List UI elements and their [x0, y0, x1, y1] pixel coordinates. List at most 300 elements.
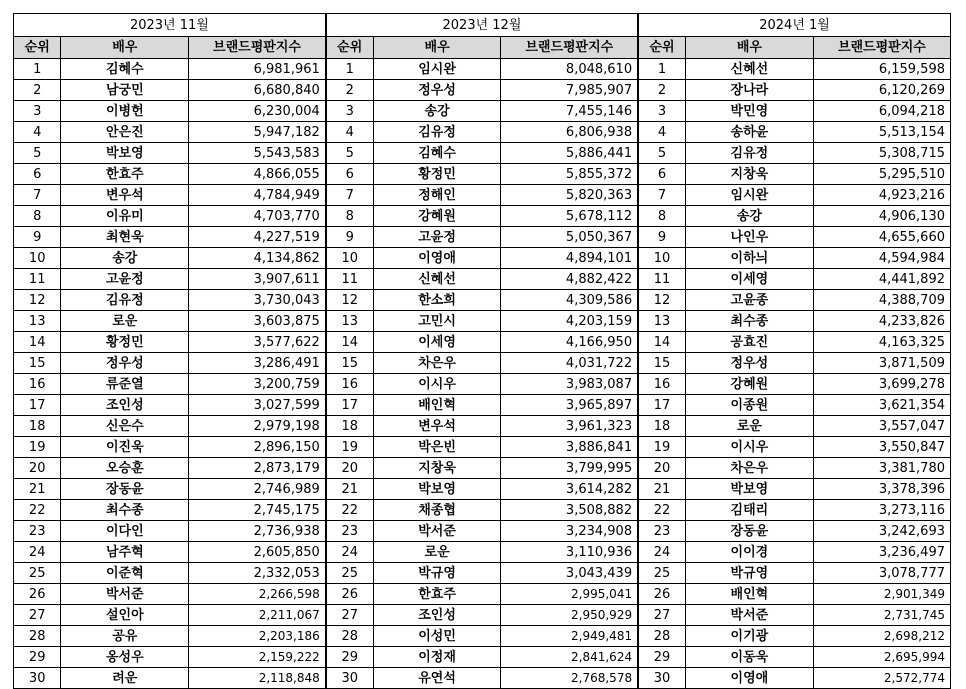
table-row [14, 332, 951, 353]
score-cell: 2,605,850 [189, 542, 326, 563]
rank-cell: 21 [326, 479, 373, 500]
month-label-jan-2024: 2024년 1월 [638, 14, 950, 37]
score-cell: 5,050,367 [501, 227, 638, 248]
rank-cell: 29 [638, 647, 685, 668]
actor-name-cell: 최현욱 [61, 227, 189, 248]
table-row [14, 668, 951, 689]
table-row [14, 143, 951, 164]
table-row [14, 269, 951, 290]
rank-cell: 4 [326, 122, 373, 143]
rank-cell: 11 [14, 269, 61, 290]
actor-name-cell: 한효주 [61, 164, 189, 185]
rank-cell: 1 [638, 59, 685, 80]
score-cell: 2,695,994 [813, 647, 950, 668]
table-row [14, 647, 951, 668]
rank-cell: 15 [638, 353, 685, 374]
score-cell: 3,200,759 [189, 374, 326, 395]
actor-name-cell: 박규영 [373, 563, 501, 584]
actor-name-cell: 송강 [373, 101, 501, 122]
score-cell: 3,577,622 [189, 332, 326, 353]
score-cell: 5,295,510 [813, 164, 950, 185]
rank-cell: 5 [638, 143, 685, 164]
actor-name-cell: 신혜선 [373, 269, 501, 290]
actor-name-cell: 임시완 [686, 185, 814, 206]
score-cell: 4,882,422 [501, 269, 638, 290]
actor-name-cell: 채종협 [373, 500, 501, 521]
actor-name-cell: 차은우 [373, 353, 501, 374]
actor-name-cell: 정우성 [373, 80, 501, 101]
score-cell: 3,078,777 [813, 563, 950, 584]
score-cell: 2,159,222 [189, 647, 326, 668]
actor-name-cell: 고민시 [373, 311, 501, 332]
actor-name-cell: 이시우 [686, 437, 814, 458]
actor-name-cell: 이영애 [373, 248, 501, 269]
actor-name-cell: 김혜수 [61, 59, 189, 80]
actor-header: 배우 [686, 37, 814, 59]
actor-name-cell: 김유정 [686, 143, 814, 164]
actor-name-cell: 로운 [61, 311, 189, 332]
score-cell: 2,746,989 [189, 479, 326, 500]
rank-cell: 4 [14, 122, 61, 143]
score-cell: 3,907,611 [189, 269, 326, 290]
rank-cell: 27 [326, 605, 373, 626]
rank-cell: 28 [14, 626, 61, 647]
rank-cell: 26 [326, 584, 373, 605]
rank-cell: 18 [14, 416, 61, 437]
score-cell: 4,894,101 [501, 248, 638, 269]
rank-cell: 19 [14, 437, 61, 458]
actor-name-cell: 박보영 [373, 479, 501, 500]
rank-cell: 19 [638, 437, 685, 458]
rank-cell: 23 [326, 521, 373, 542]
table-row [14, 206, 951, 227]
actor-name-cell: 이진욱 [61, 437, 189, 458]
actor-name-cell: 이세영 [373, 332, 501, 353]
score-cell: 4,703,770 [189, 206, 326, 227]
rank-cell: 13 [638, 311, 685, 332]
rank-cell: 4 [638, 122, 685, 143]
rank-cell: 6 [638, 164, 685, 185]
score-header: 브랜드평판지수 [813, 37, 950, 59]
table-row [14, 605, 951, 626]
actor-name-cell: 공유 [61, 626, 189, 647]
actor-name-cell: 남주혁 [61, 542, 189, 563]
score-cell: 3,699,278 [813, 374, 950, 395]
rank-cell: 2 [14, 80, 61, 101]
score-cell: 4,031,722 [501, 353, 638, 374]
score-cell: 6,094,218 [813, 101, 950, 122]
rank-cell: 16 [326, 374, 373, 395]
table-row [14, 311, 951, 332]
table-row [14, 563, 951, 584]
actor-name-cell: 유연석 [373, 668, 501, 689]
actor-name-cell: 정우성 [686, 353, 814, 374]
score-cell: 2,698,212 [813, 626, 950, 647]
score-cell: 3,110,936 [501, 542, 638, 563]
table-body [14, 59, 951, 689]
score-cell: 2,736,938 [189, 521, 326, 542]
rank-cell: 10 [638, 248, 685, 269]
score-cell: 2,950,929 [501, 605, 638, 626]
score-cell: 3,603,875 [189, 311, 326, 332]
actor-name-cell: 이세영 [686, 269, 814, 290]
score-cell: 8,048,610 [501, 59, 638, 80]
score-cell: 4,309,586 [501, 290, 638, 311]
score-cell: 5,947,182 [189, 122, 326, 143]
table-row [14, 290, 951, 311]
score-cell: 6,806,938 [501, 122, 638, 143]
actor-name-cell: 려운 [61, 668, 189, 689]
rank-cell: 8 [638, 206, 685, 227]
rank-cell: 30 [14, 668, 61, 689]
actor-name-cell: 박보영 [686, 479, 814, 500]
rank-cell: 12 [326, 290, 373, 311]
rank-cell: 9 [326, 227, 373, 248]
score-cell: 4,203,159 [501, 311, 638, 332]
actor-name-cell: 옹성우 [61, 647, 189, 668]
actor-name-cell: 이병헌 [61, 101, 189, 122]
rank-cell: 11 [326, 269, 373, 290]
rank-cell: 7 [14, 185, 61, 206]
table-row [14, 626, 951, 647]
actor-name-cell: 송강 [61, 248, 189, 269]
actor-name-cell: 로운 [373, 542, 501, 563]
score-cell: 2,896,150 [189, 437, 326, 458]
rank-cell: 24 [638, 542, 685, 563]
score-cell: 3,871,509 [813, 353, 950, 374]
actor-name-cell: 장동윤 [686, 521, 814, 542]
actor-name-cell: 박서준 [61, 584, 189, 605]
rank-cell: 3 [14, 101, 61, 122]
table-row [14, 416, 951, 437]
actor-name-cell: 이다인 [61, 521, 189, 542]
actor-name-cell: 신은수 [61, 416, 189, 437]
rank-cell: 25 [326, 563, 373, 584]
rank-header: 순위 [326, 37, 373, 59]
score-cell: 4,388,709 [813, 290, 950, 311]
table-row [14, 395, 951, 416]
actor-name-cell: 임시완 [373, 59, 501, 80]
rank-cell: 9 [14, 227, 61, 248]
rank-cell: 10 [326, 248, 373, 269]
rank-cell: 2 [638, 80, 685, 101]
score-cell: 5,855,372 [501, 164, 638, 185]
rank-cell: 6 [326, 164, 373, 185]
actor-name-cell: 조인성 [61, 395, 189, 416]
rank-header: 순위 [14, 37, 61, 59]
actor-header: 배우 [373, 37, 501, 59]
actor-name-cell: 류준열 [61, 374, 189, 395]
actor-name-cell: 오승훈 [61, 458, 189, 479]
table-row [14, 164, 951, 185]
actor-name-cell: 남궁민 [61, 80, 189, 101]
score-cell: 3,886,841 [501, 437, 638, 458]
rank-cell: 27 [14, 605, 61, 626]
table-row [14, 374, 951, 395]
rank-cell: 3 [326, 101, 373, 122]
actor-name-cell: 이하늬 [686, 248, 814, 269]
actor-name-cell: 박보영 [61, 143, 189, 164]
score-cell: 5,513,154 [813, 122, 950, 143]
rank-cell: 29 [326, 647, 373, 668]
actor-name-cell: 지창욱 [686, 164, 814, 185]
rank-cell: 30 [638, 668, 685, 689]
actor-name-cell: 이이경 [686, 542, 814, 563]
actor-name-cell: 장동윤 [61, 479, 189, 500]
rank-cell: 22 [638, 500, 685, 521]
actor-name-cell: 김태리 [686, 500, 814, 521]
score-cell: 4,594,984 [813, 248, 950, 269]
rank-cell: 15 [326, 353, 373, 374]
score-cell: 4,906,130 [813, 206, 950, 227]
actor-name-cell: 나인우 [686, 227, 814, 248]
rank-cell: 26 [14, 584, 61, 605]
month-label-nov-2023: 2023년 11월 [14, 14, 326, 37]
table-row [14, 500, 951, 521]
rank-cell: 18 [326, 416, 373, 437]
actor-name-cell: 배인혁 [686, 584, 814, 605]
actor-name-cell: 이영애 [686, 668, 814, 689]
rank-cell: 23 [638, 521, 685, 542]
actor-name-cell: 정우성 [61, 353, 189, 374]
rank-cell: 9 [638, 227, 685, 248]
actor-name-cell: 강혜원 [686, 374, 814, 395]
month-label-dec-2023: 2023년 12월 [326, 14, 638, 37]
actor-name-cell: 고윤종 [686, 290, 814, 311]
score-cell: 2,768,578 [501, 668, 638, 689]
score-cell: 4,163,325 [813, 332, 950, 353]
rank-cell: 29 [14, 647, 61, 668]
score-cell: 2,901,349 [813, 584, 950, 605]
rank-cell: 8 [326, 206, 373, 227]
rank-cell: 7 [326, 185, 373, 206]
score-cell: 3,550,847 [813, 437, 950, 458]
actor-name-cell: 박서준 [686, 605, 814, 626]
score-cell: 2,203,186 [189, 626, 326, 647]
score-cell: 3,621,354 [813, 395, 950, 416]
month-header-row [14, 14, 951, 37]
actor-name-cell: 안은진 [61, 122, 189, 143]
actor-name-cell: 한소희 [373, 290, 501, 311]
score-cell: 2,745,175 [189, 500, 326, 521]
rank-cell: 12 [638, 290, 685, 311]
score-cell: 2,266,598 [189, 584, 326, 605]
rank-cell: 17 [638, 395, 685, 416]
table-row [14, 59, 951, 80]
score-cell: 5,543,583 [189, 143, 326, 164]
score-cell: 7,455,146 [501, 101, 638, 122]
score-cell: 4,655,660 [813, 227, 950, 248]
rank-cell: 27 [638, 605, 685, 626]
rank-cell: 1 [14, 59, 61, 80]
table-row [14, 542, 951, 563]
rank-cell: 23 [14, 521, 61, 542]
score-cell: 2,873,179 [189, 458, 326, 479]
score-header: 브랜드평판지수 [501, 37, 638, 59]
table-row [14, 80, 951, 101]
actor-name-cell: 로운 [686, 416, 814, 437]
actor-name-cell: 이기광 [686, 626, 814, 647]
score-cell: 3,614,282 [501, 479, 638, 500]
score-cell: 2,211,067 [189, 605, 326, 626]
rank-cell: 30 [326, 668, 373, 689]
score-cell: 3,043,439 [501, 563, 638, 584]
score-cell: 3,730,043 [189, 290, 326, 311]
actor-name-cell: 황정민 [61, 332, 189, 353]
actor-name-cell: 신혜선 [686, 59, 814, 80]
actor-name-cell: 이준혁 [61, 563, 189, 584]
score-cell: 2,995,041 [501, 584, 638, 605]
rank-cell: 14 [326, 332, 373, 353]
score-cell: 3,557,047 [813, 416, 950, 437]
actor-name-cell: 변우석 [61, 185, 189, 206]
score-cell: 6,230,004 [189, 101, 326, 122]
score-cell: 2,731,745 [813, 605, 950, 626]
table-row [14, 248, 951, 269]
score-cell: 2,949,481 [501, 626, 638, 647]
rank-cell: 5 [14, 143, 61, 164]
rank-cell: 13 [326, 311, 373, 332]
score-cell: 4,866,055 [189, 164, 326, 185]
score-cell: 3,378,396 [813, 479, 950, 500]
actor-name-cell: 최수종 [61, 500, 189, 521]
score-cell: 3,027,599 [189, 395, 326, 416]
actor-name-cell: 김유정 [61, 290, 189, 311]
actor-name-cell: 황정민 [373, 164, 501, 185]
score-cell: 3,234,908 [501, 521, 638, 542]
rank-cell: 19 [326, 437, 373, 458]
actor-name-cell: 설인아 [61, 605, 189, 626]
actor-name-cell: 공효진 [686, 332, 814, 353]
rank-cell: 24 [14, 542, 61, 563]
rank-cell: 24 [326, 542, 373, 563]
table-row [14, 353, 951, 374]
brand-reputation-table [13, 13, 951, 689]
score-cell: 7,985,907 [501, 80, 638, 101]
actor-name-cell: 박서준 [373, 521, 501, 542]
score-cell: 6,159,598 [813, 59, 950, 80]
actor-name-cell: 이종원 [686, 395, 814, 416]
actor-name-cell: 지창욱 [373, 458, 501, 479]
actor-name-cell: 이시우 [373, 374, 501, 395]
score-cell: 5,820,363 [501, 185, 638, 206]
actor-name-cell: 박민영 [686, 101, 814, 122]
table-row [14, 122, 951, 143]
score-cell: 5,678,112 [501, 206, 638, 227]
score-cell: 4,923,216 [813, 185, 950, 206]
actor-name-cell: 한효주 [373, 584, 501, 605]
rank-cell: 28 [638, 626, 685, 647]
score-cell: 6,120,269 [813, 80, 950, 101]
rank-cell: 5 [326, 143, 373, 164]
actor-name-cell: 조인성 [373, 605, 501, 626]
score-cell: 3,273,116 [813, 500, 950, 521]
rank-cell: 22 [326, 500, 373, 521]
actor-name-cell: 김유정 [373, 122, 501, 143]
score-cell: 5,308,715 [813, 143, 950, 164]
rank-cell: 17 [326, 395, 373, 416]
actor-name-cell: 최수종 [686, 311, 814, 332]
score-cell: 4,227,519 [189, 227, 326, 248]
actor-name-cell: 정해인 [373, 185, 501, 206]
actor-name-cell: 김혜수 [373, 143, 501, 164]
table-row [14, 458, 951, 479]
rank-cell: 17 [14, 395, 61, 416]
score-cell: 2,979,198 [189, 416, 326, 437]
score-cell: 6,680,840 [189, 80, 326, 101]
score-cell: 4,784,949 [189, 185, 326, 206]
score-cell: 3,965,897 [501, 395, 638, 416]
actor-name-cell: 배인혁 [373, 395, 501, 416]
rank-cell: 3 [638, 101, 685, 122]
rank-cell: 25 [14, 563, 61, 584]
score-header: 브랜드평판지수 [189, 37, 326, 59]
score-cell: 3,799,995 [501, 458, 638, 479]
table-row [14, 437, 951, 458]
table-row [14, 584, 951, 605]
table-row [14, 185, 951, 206]
score-cell: 3,983,087 [501, 374, 638, 395]
table-row [14, 521, 951, 542]
table-row [14, 101, 951, 122]
rank-cell: 10 [14, 248, 61, 269]
rank-cell: 20 [638, 458, 685, 479]
actor-header: 배우 [61, 37, 189, 59]
rank-cell: 16 [14, 374, 61, 395]
score-cell: 3,961,323 [501, 416, 638, 437]
score-cell: 2,332,053 [189, 563, 326, 584]
actor-name-cell: 송강 [686, 206, 814, 227]
score-cell: 3,381,780 [813, 458, 950, 479]
rank-cell: 16 [638, 374, 685, 395]
score-cell: 4,166,950 [501, 332, 638, 353]
table-row [14, 227, 951, 248]
actor-name-cell: 고윤정 [373, 227, 501, 248]
actor-name-cell: 이성민 [373, 626, 501, 647]
rank-header: 순위 [638, 37, 685, 59]
actor-name-cell: 이동욱 [686, 647, 814, 668]
score-cell: 3,242,693 [813, 521, 950, 542]
actor-name-cell: 강혜원 [373, 206, 501, 227]
rank-cell: 13 [14, 311, 61, 332]
actor-name-cell: 박규영 [686, 563, 814, 584]
actor-name-cell: 박은빈 [373, 437, 501, 458]
actor-name-cell: 고윤정 [61, 269, 189, 290]
rank-cell: 15 [14, 353, 61, 374]
score-cell: 3,236,497 [813, 542, 950, 563]
score-cell: 4,134,862 [189, 248, 326, 269]
score-cell: 6,981,961 [189, 59, 326, 80]
rank-cell: 26 [638, 584, 685, 605]
rank-cell: 14 [638, 332, 685, 353]
actor-name-cell: 송하윤 [686, 122, 814, 143]
score-cell: 2,118,848 [189, 668, 326, 689]
score-cell: 3,508,882 [501, 500, 638, 521]
rank-cell: 25 [638, 563, 685, 584]
actor-name-cell: 장나라 [686, 80, 814, 101]
score-cell: 2,841,624 [501, 647, 638, 668]
rank-cell: 20 [326, 458, 373, 479]
rank-cell: 1 [326, 59, 373, 80]
score-cell: 4,441,892 [813, 269, 950, 290]
table-row [14, 479, 951, 500]
actor-name-cell: 변우석 [373, 416, 501, 437]
score-cell: 4,233,826 [813, 311, 950, 332]
rank-cell: 11 [638, 269, 685, 290]
rank-cell: 7 [638, 185, 685, 206]
score-cell: 2,572,774 [813, 668, 950, 689]
rank-cell: 22 [14, 500, 61, 521]
